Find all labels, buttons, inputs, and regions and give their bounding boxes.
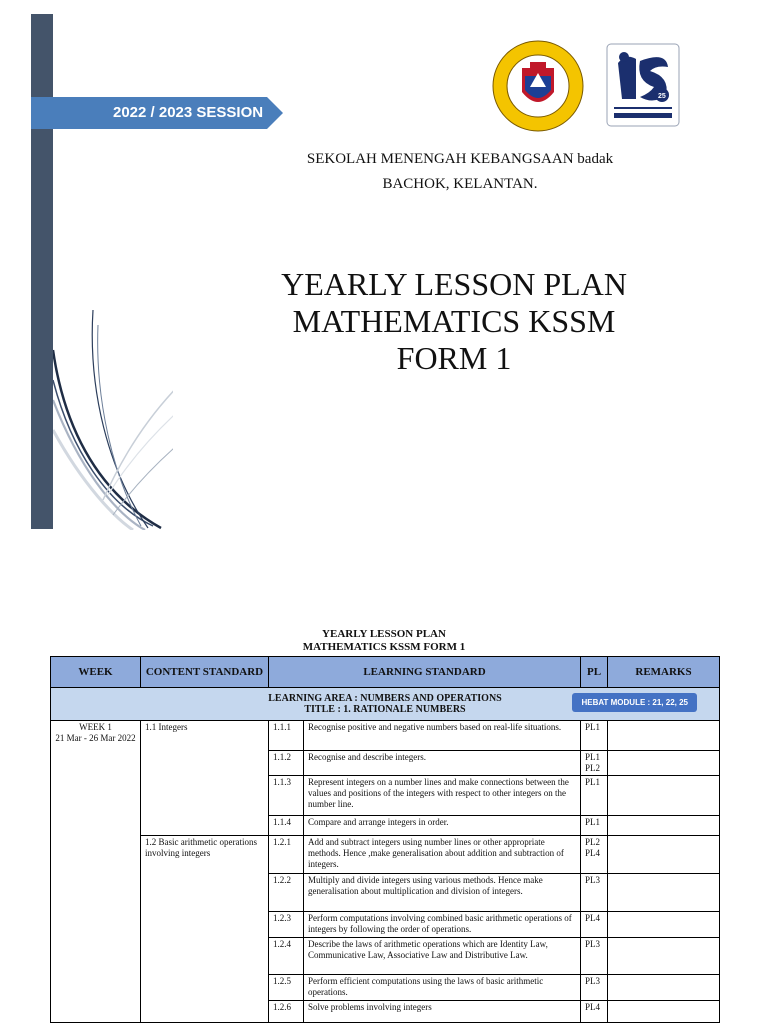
table-caption-line2: MATHEMATICS KSSM FORM 1 — [302, 641, 466, 653]
decorative-swoosh-lines — [53, 290, 173, 530]
header-remarks: REMARKS — [608, 657, 720, 688]
standard-code: 1.1.2 — [269, 751, 304, 776]
remarks-cell — [608, 1001, 720, 1023]
header-learning-standard: LEARNING STANDARD — [269, 657, 581, 688]
title-line3: FORM 1 — [396, 340, 512, 376]
pl-level: PL4 — [581, 912, 608, 938]
header-pl: PL — [581, 657, 608, 688]
standard-code: 1.2.5 — [269, 975, 304, 1001]
standard-code: 1.1.3 — [269, 776, 304, 816]
standard-text: Recognise positive and negative numbers based on real-life situations. — [304, 721, 581, 751]
standard-text: Describe the laws of arithmetic operations which are Identity Law, Communicative Law, Associative Law and Distributive Law. — [304, 938, 581, 975]
title-label: TITLE : 1. RATIONALE NUMBERS — [304, 704, 466, 715]
standard-text: Recognise and describe integers. — [304, 751, 581, 776]
standard-code: 1.2.4 — [269, 938, 304, 975]
school-crest-logo — [492, 40, 584, 132]
anniversary-logo — [606, 43, 680, 127]
standard-text: Perform efficient computations using the laws of basic arithmetic operations. — [304, 975, 581, 1001]
remarks-cell — [608, 874, 720, 912]
pl-level: PL1 PL2 — [581, 751, 608, 776]
header-content-standard: CONTENT STANDARD — [141, 657, 269, 688]
title-line2: MATHEMATICS KSSM — [292, 303, 616, 339]
content-standard-1: 1.1 Integers — [141, 721, 269, 836]
svg-text:25: 25 — [658, 93, 666, 100]
learning-area-label: LEARNING AREA : NUMBERS AND OPERATIONS — [268, 693, 502, 704]
remarks-cell — [608, 721, 720, 751]
header-week: WEEK — [51, 657, 141, 688]
hebat-module-badge: HEBAT MODULE : 21, 22, 25 — [572, 693, 697, 712]
table-caption — [50, 628, 718, 654]
pl-level: PL1 — [581, 776, 608, 816]
standard-text: Solve problems involving integers — [304, 1001, 581, 1023]
pl-level: PL4 — [581, 1001, 608, 1023]
standard-text: Perform computations involving combined basic arithmetic operations of integers by following the order of operations. — [304, 912, 581, 938]
remarks-cell — [608, 751, 720, 776]
standard-code: 1.2.2 — [269, 874, 304, 912]
standard-code: 1.1.4 — [269, 816, 304, 836]
document-title — [230, 266, 678, 377]
title-line1: YEARLY LESSON PLAN — [281, 266, 627, 302]
remarks-cell — [608, 816, 720, 836]
table-row — [51, 836, 720, 874]
remarks-cell — [608, 975, 720, 1001]
school-name-line1: SEKOLAH MENENGAH KEBANGSAAN badak — [306, 151, 614, 167]
table-row — [51, 721, 720, 751]
standard-text: Add and subtract integers using number lines or other appropriate methods. Hence ,make generalisation about addition and subtraction of integers. — [304, 836, 581, 874]
pl-level: PL2 PL4 — [581, 836, 608, 874]
week-dates: 21 Mar - 26 Mar 2022 — [55, 733, 136, 743]
content-standard-2: 1.2 Basic arithmetic operations involving integers — [141, 836, 269, 1023]
week-cell — [51, 721, 141, 1023]
standard-text: Multiply and divide integers using various methods. Hence make generalisation about multiplication and division of integers. — [304, 874, 581, 912]
learning-area-row — [51, 688, 720, 721]
standard-code: 1.2.3 — [269, 912, 304, 938]
pl-level: PL1 — [581, 816, 608, 836]
standard-code: 1.1.1 — [269, 721, 304, 751]
lesson-plan-table — [50, 656, 720, 1023]
standard-text: Compare and arrange integers in order. — [304, 816, 581, 836]
table-header-row — [51, 657, 720, 688]
session-banner — [31, 97, 283, 129]
cover-vertical-bar — [31, 14, 53, 529]
learning-area-cell — [51, 688, 720, 721]
week-label: WEEK 1 — [79, 722, 112, 732]
pl-level: PL3 — [581, 938, 608, 975]
standard-text: Represent integers on a number lines and make connections between the values and positions of the integers with respect to other integers on the number line. — [304, 776, 581, 816]
school-name-block — [250, 147, 670, 197]
table-caption-line1: YEARLY LESSON PLAN — [322, 628, 446, 640]
pl-level: PL3 — [581, 874, 608, 912]
school-location-line: BACHOK, KELANTAN. — [382, 176, 538, 192]
remarks-cell — [608, 912, 720, 938]
remarks-cell — [608, 836, 720, 874]
remarks-cell — [608, 938, 720, 975]
session-label: 2022 / 2023 SESSION — [113, 104, 264, 121]
standard-code: 1.2.1 — [269, 836, 304, 874]
pl-level: PL1 — [581, 721, 608, 751]
pl-level: PL3 — [581, 975, 608, 1001]
remarks-cell — [608, 776, 720, 816]
standard-code: 1.2.6 — [269, 1001, 304, 1023]
